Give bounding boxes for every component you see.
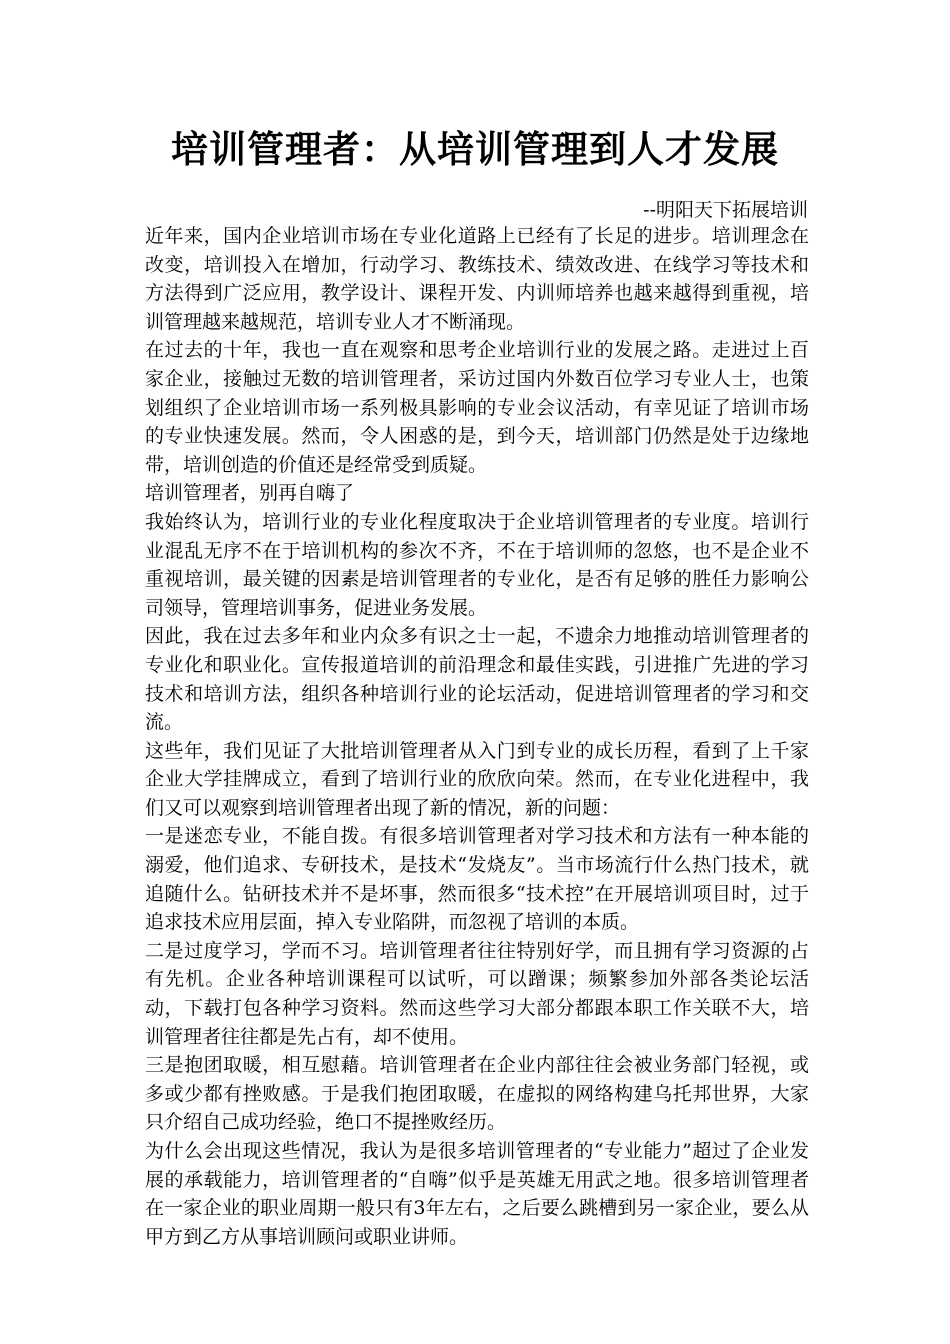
paragraph: 一是迷恋专业，不能自拨。有很多培训管理者对学习技术和方法有一种本能的溺爱，他们追求、专研技术，是技术“发烧友”。当市场流行什么热门技术，就追随什么。钻研技术并不是坏事，然而很多“技术控”在开展培训项目时，过于追求技术应用层面，掉入专业陷阱，而忽视了培训的本质。	[145, 825, 809, 934]
paragraph: 近年来，国内企业培训市场在专业化道路上已经有了长足的进步。培训理念在改变，培训投入在增加，行动学习、教练技术、绩效改进、在线学习等技术和方法得到广泛应用，教学设计、课程开发、内训师培养也越来越得到重视，培训管理越来越规范，培训专业人才不断涌现。	[145, 225, 809, 333]
paragraph: 我始终认为，培训行业的专业化程度取决于企业培训管理者的专业度。培训行业混乱无序不在于培训机构的参次不齐，不在于培训师的忽悠，也不是企业不重视培训，最关键的因素是培训管理者的专业化，是否有足够的胜任力影响公司领导，管理培训事务，促进业务发展。	[145, 510, 809, 619]
paragraph: 因此，我在过去多年和业内众多有识之士一起，不遗余力地推动培训管理者的专业化和职业化。宣传报道培训的前沿理念和最佳实践，引进推广先进的学习技术和培训方法，组织各种培训行业的论坛活动，促进培训管理者的学习和交流。	[145, 625, 809, 734]
article-body	[145, 222, 809, 1251]
paragraph: 三是抱团取暖，相互慰藉。培训管理者在企业内部往往会被业务部门轻视，或多或少都有挫败感。于是我们抱团取暖，在虚拟的网络构建乌托邦世界，大家只介绍自己成功经验，绝口不提挫败经历。	[145, 1054, 809, 1134]
byline: --明阳天下拓展培训	[643, 199, 808, 221]
paragraph: 为什么会出现这些情况，我认为是很多培训管理者的“专业能力”超过了企业发展的承载能力，培训管理者的“自嗨”似乎是英雄无用武之地。很多培训管理者在一家企业的职业周期一般只有3年左右，之后要么跳槽到另一家企业，要么从甲方到乙方从事培训顾问或职业讲师。	[145, 1140, 809, 1248]
paragraph: 这些年，我们见证了大批培训管理者从入门到专业的成长历程，看到了上千家企业大学挂牌成立，看到了培训行业的欣欣向荣。然而，在专业化进程中，我们又可以观察到培训管理者出现了新的情况，新的问题：	[145, 739, 809, 819]
document-title: 培训管理者：从培训管理到人才发展	[171, 128, 779, 171]
section-heading: 培训管理者，别再自嗨了	[145, 482, 355, 505]
paragraph: 在过去的十年，我也一直在观察和思考企业培训行业的发展之路。走进过上百家企业，接触过无数的培训管理者，采访过国内外数百位学习专业人士，也策划组织了企业培训市场一系列极具影响的专业会议活动，有幸见证了培训市场的专业快速发展。然而，令人困惑的是，到今天，培训部门仍然是处于边缘地带，培训创造的价值还是经常受到质疑。	[145, 339, 809, 476]
paragraph: 二是过度学习，学而不习。培训管理者往往特别好学，而且拥有学习资源的占有先机。企业各种培训课程可以试听，可以蹭课；频繁参加外部各类论坛活动，下载打包各种学习资料。然而这些学习大部分都跟本职工作关联不大，培训管理者往往都是先占有，却不使用。	[145, 939, 809, 1048]
